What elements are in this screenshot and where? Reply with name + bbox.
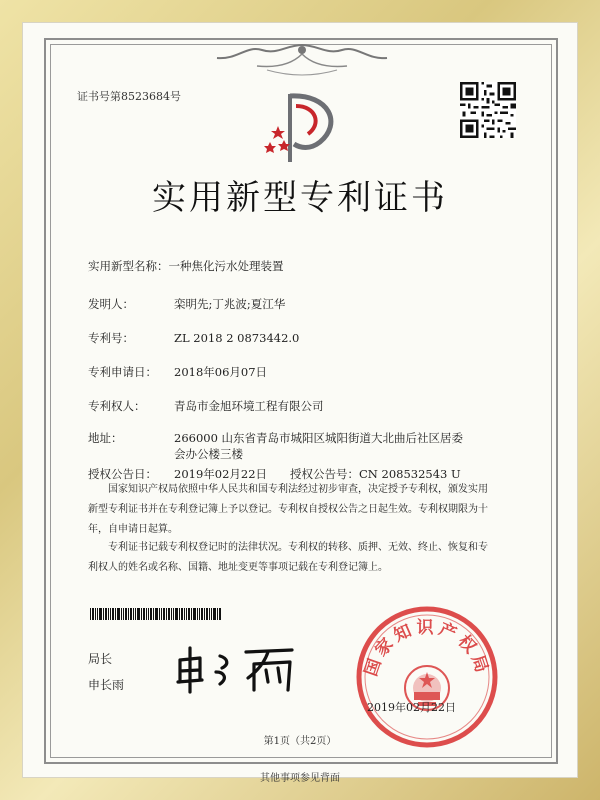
p1-line-3: 年，自申请日起算。: [88, 524, 178, 535]
back-note: 其他事项参见背面: [260, 773, 340, 784]
p2-line-1: 专利证书记载专利权登记时的法律状况。专利权的转移、质押、无效、终止、恢复和专: [108, 542, 488, 553]
application-date-row: [88, 364, 267, 380]
barcode-icon: [90, 608, 222, 620]
grant-number-label: 授权公告号：: [290, 467, 359, 481]
patentee-row: [88, 398, 324, 414]
p1-line-1: 国家知识产权局依照中华人民共和国专利法经过初步审查，决定授予专利权，颁发实用: [108, 484, 488, 495]
patent-label: 专利号：: [88, 331, 134, 345]
grant-number-value: CN 208532543 U: [359, 467, 461, 481]
certificate-paper: [22, 22, 578, 778]
ornament-icon: [207, 40, 397, 80]
director-signature: [172, 638, 302, 698]
address-line-1: 266000 山东省青岛市城阳区城阳街道大北曲后社区居委: [174, 431, 464, 445]
seal-date: 2019年02月22日: [367, 701, 456, 714]
name-label: 实用新型名称：: [88, 259, 169, 273]
inventor-row: [88, 296, 285, 312]
seal-text: 国家知识产权局: [361, 618, 493, 679]
address-label: 地址：: [88, 431, 123, 445]
address-line-2: 会办公楼三楼: [174, 447, 243, 461]
director-name: 申长雨: [88, 678, 125, 692]
address-row: [88, 430, 463, 446]
qr-code-icon: [460, 82, 516, 138]
p2-line-2: 利权人的姓名或名称、国籍、地址变更等事项记载在专利登记簿上。: [88, 562, 388, 573]
grant-date-value: 2019年02月22日: [174, 467, 268, 481]
apply-label: 专利申请日：: [88, 365, 157, 379]
owner-value: 青岛市金旭环境工程有限公司: [174, 399, 324, 413]
cnipa-logo-icon: [260, 84, 348, 174]
page-number: 第1页（共2页）: [263, 736, 337, 747]
paragraph-2: [88, 538, 528, 578]
utility-model-name-row: [88, 258, 284, 274]
name-value: 一种焦化污水处理装置: [168, 259, 284, 273]
inventor-value: 栾明先;丁兆波;夏江华: [174, 297, 286, 311]
apply-value: 2018年06月07日: [174, 365, 268, 379]
grant-date-label: 授权公告日：: [88, 467, 157, 481]
patent-value: ZL 2018 2 0873442.0: [174, 331, 300, 345]
official-seal: [352, 602, 502, 752]
certificate-number: 证书号第8523684号: [77, 90, 181, 103]
paragraph-1: [88, 480, 528, 540]
owner-label: 专利权人：: [88, 399, 146, 413]
p1-line-2: 新型专利证书并在专利登记簿上予以登记。专利权自授权公告之日起生效。专利权期限为十: [88, 504, 488, 515]
director-title: 局长: [88, 652, 113, 666]
inventor-label: 发明人：: [88, 297, 134, 311]
patent-number-row: [88, 330, 299, 346]
certificate-title: 实用新型专利证书: [152, 178, 448, 218]
